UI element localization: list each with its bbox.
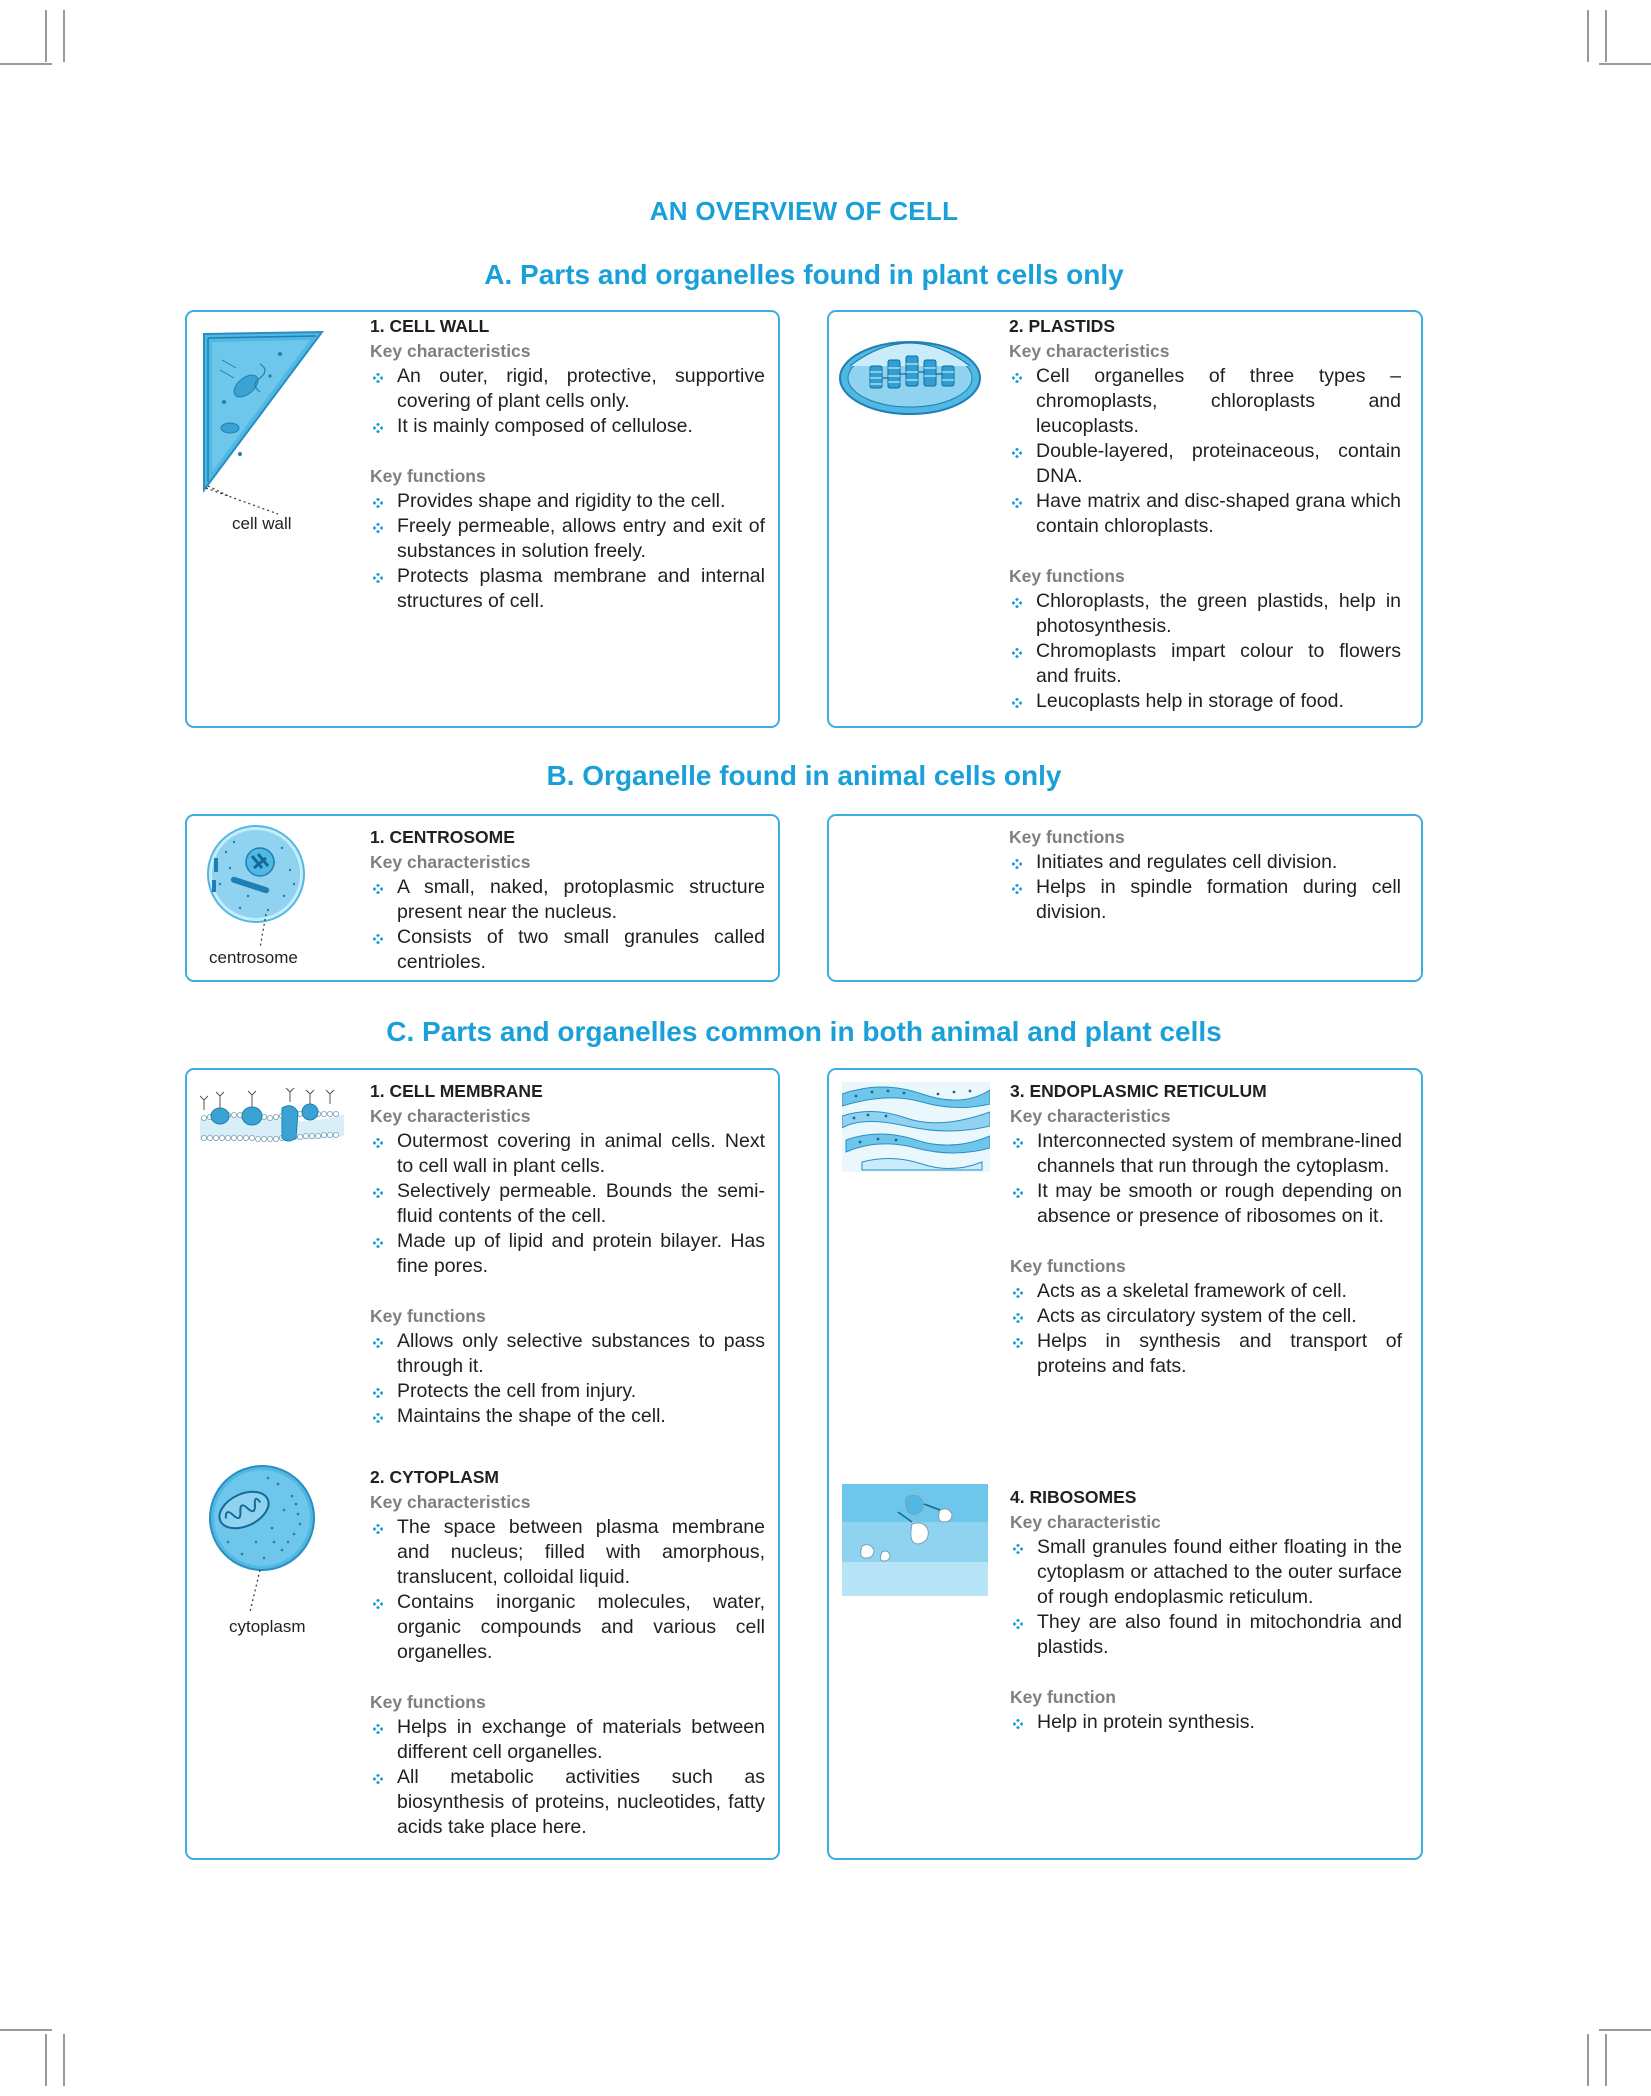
list-item (370, 414, 765, 439)
bullet-icon (373, 573, 383, 583)
list-item (370, 925, 765, 975)
list-item (370, 564, 765, 614)
cytoplasm-caption: cytoplasm (229, 1617, 306, 1636)
list-item-text: Allows only selective substances to pass through it. (397, 1330, 765, 1377)
list-item (370, 1590, 765, 1665)
list-item-text: Freely permeable, allows entry and exit of substances in solution freely. (397, 515, 765, 562)
list-item (370, 1765, 765, 1840)
ribosomes-functions-list (1010, 1710, 1402, 1735)
ribosomes-title: 4. RIBOSOMES (1010, 1487, 1137, 1507)
bullet-icon (373, 1138, 383, 1148)
list-item-text: Cell organelles of three types – chromoplasts, chloroplasts and leucoplasts. (1036, 365, 1401, 437)
plastids-text (1009, 314, 1401, 714)
centrosome-title: 1. CENTROSOME (370, 827, 515, 847)
list-item-text: Leucoplasts help in storage of food. (1036, 690, 1344, 712)
list-item-text: Consists of two small granules called centrioles. (397, 926, 765, 973)
cell-wall-pointer (204, 486, 294, 516)
list-item (1009, 364, 1401, 439)
cytoplasm-text (370, 1465, 765, 1840)
plastids-characteristics-label: Key characteristics (1009, 341, 1170, 361)
crop-mark (1599, 63, 1651, 65)
section-c-title: C. Parts and organelles common in both animal and plant cells (386, 1016, 1222, 1047)
list-item (1009, 850, 1401, 875)
ribosomes-characteristics-label: Key characteristic (1010, 1512, 1161, 1532)
bullet-icon (373, 1413, 383, 1423)
bullet-icon (373, 1724, 383, 1734)
ribosomes-functions-label: Key function (1010, 1687, 1116, 1707)
list-item (1009, 639, 1401, 689)
plastids-functions-label: Key functions (1009, 566, 1125, 586)
list-item-text: Provides shape and rigidity to the cell. (397, 490, 726, 512)
bullet-icon (1013, 1719, 1023, 1729)
list-item (370, 1379, 765, 1404)
bullet-icon (1013, 1288, 1023, 1298)
centrosome-text (370, 825, 765, 975)
er-characteristics-label: Key characteristics (1010, 1106, 1171, 1126)
list-item-text: Interconnected system of membrane-lined channels that run through the cytoplasm. (1037, 1130, 1402, 1177)
bullet-icon (1012, 598, 1022, 608)
crop-mark (63, 2034, 65, 2086)
bullet-icon (373, 1774, 383, 1784)
list-item (1009, 875, 1401, 925)
list-item (370, 1229, 765, 1279)
bullet-icon (1013, 1338, 1023, 1348)
er-functions-label: Key functions (1010, 1256, 1126, 1276)
list-item (1010, 1535, 1402, 1610)
list-item (370, 1515, 765, 1590)
cytoplasm-functions-label: Key functions (370, 1692, 486, 1712)
er-title: 3. ENDOPLASMIC RETICULUM (1010, 1081, 1267, 1101)
plastids-functions-list (1009, 589, 1401, 714)
centrosome-illustration (204, 822, 314, 954)
list-item (370, 489, 765, 514)
list-item (1010, 1129, 1402, 1179)
list-item-text: Helps in synthesis and transport of proteins and fats. (1037, 1330, 1402, 1377)
list-item-text: Help in protein synthesis. (1037, 1711, 1255, 1733)
er-functions-list (1010, 1279, 1402, 1379)
cell-membrane-illustration (198, 1082, 344, 1152)
bullet-icon (1013, 1619, 1023, 1629)
plastids-title: 2. PLASTIDS (1009, 316, 1115, 336)
list-item-text: The space between plasma membrane and nucleus; filled with amorphous, translucent, colloidal liquid. (397, 1516, 765, 1588)
crop-mark (0, 2029, 52, 2031)
cell-wall-text (370, 314, 765, 614)
list-item (370, 364, 765, 414)
cytoplasm-illustration (208, 1464, 318, 1620)
bullet-icon (1012, 884, 1022, 894)
cell-membrane-characteristics-label: Key characteristics (370, 1106, 531, 1126)
centrosome-caption: centrosome (209, 948, 298, 967)
bullet-icon (373, 1388, 383, 1398)
cell-membrane-characteristics-list (370, 1129, 765, 1279)
crop-mark (45, 10, 47, 62)
list-item (1009, 439, 1401, 489)
list-item-text: Small granules found either floating in the cytoplasm or attached to the outer surface of rough endoplasmic reticulum. (1037, 1536, 1402, 1608)
list-item-text: Acts as a skeletal framework of cell. (1037, 1280, 1347, 1302)
cell-wall-functions-list (370, 489, 765, 614)
cytoplasm-functions-list (370, 1715, 765, 1840)
list-item (370, 875, 765, 925)
bullet-icon (373, 1599, 383, 1609)
bullet-icon (373, 423, 383, 433)
cell-wall-title: 1. CELL WALL (370, 316, 490, 336)
list-item (1009, 489, 1401, 539)
ribosomes-text (1010, 1485, 1402, 1735)
list-item-text: They are also found in mitochondria and plastids. (1037, 1611, 1402, 1658)
list-item-text: Double-layered, proteinaceous, contain DNA. (1036, 440, 1401, 487)
bullet-icon (373, 1338, 383, 1348)
list-item-text: Outermost covering in animal cells. Next to cell wall in plant cells. (397, 1130, 765, 1177)
bullet-icon (1012, 859, 1022, 869)
ribosomes-characteristics-list (1010, 1535, 1402, 1660)
plastid-illustration (836, 326, 984, 418)
crop-mark (45, 2034, 47, 2086)
crop-mark (1587, 2034, 1589, 2086)
bullet-icon (1013, 1188, 1023, 1198)
list-item-text: Chloroplasts, the green plastids, help in photosynthesis. (1036, 590, 1401, 637)
list-item-text: Helps in spindle formation during cell division. (1036, 876, 1401, 923)
cytoplasm-characteristics-label: Key characteristics (370, 1492, 531, 1512)
crop-mark (1605, 2034, 1607, 2086)
list-item-text: Acts as circulatory system of the cell. (1037, 1305, 1357, 1327)
centrosome-characteristics-label: Key characteristics (370, 852, 531, 872)
list-item (1010, 1710, 1402, 1735)
list-item (370, 514, 765, 564)
bullet-icon (1012, 373, 1022, 383)
list-item-text: Protects the cell from injury. (397, 1380, 637, 1402)
cytoplasm-title: 2. CYTOPLASM (370, 1467, 500, 1487)
bullet-icon (1012, 498, 1022, 508)
bullet-icon (373, 1238, 383, 1248)
crop-mark (63, 10, 65, 62)
centrosome-functions-text (1009, 825, 1401, 925)
list-item (370, 1404, 765, 1429)
list-item (1010, 1329, 1402, 1379)
list-item-text: Made up of lipid and protein bilayer. Has fine pores. (397, 1230, 765, 1277)
list-item-text: Protects plasma membrane and internal structures of cell. (397, 565, 765, 612)
er-characteristics-list (1010, 1129, 1402, 1229)
er-text (1010, 1079, 1402, 1379)
bullet-icon (1012, 648, 1022, 658)
ribosomes-illustration (842, 1484, 988, 1596)
bullet-icon (373, 884, 383, 894)
bullet-icon (373, 1188, 383, 1198)
cell-wall-characteristics-label: Key characteristics (370, 341, 531, 361)
page-title: AN OVERVIEW OF CELL (649, 196, 959, 226)
list-item-text: Helps in exchange of materials between different cell organelles. (397, 1716, 765, 1763)
cell-wall-illustration (200, 326, 330, 496)
list-item-text: All metabolic activities such as biosynthesis of proteins, nucleotides, fatty acids take place here. (397, 1766, 765, 1838)
plastids-characteristics-list (1009, 364, 1401, 539)
cell-wall-caption: cell wall (232, 514, 292, 533)
list-item (370, 1715, 765, 1765)
section-a-title: A. Parts and organelles found in plant cells only (484, 259, 1124, 290)
list-item (370, 1329, 765, 1379)
list-item-text: Initiates and regulates cell division. (1036, 851, 1338, 873)
bullet-icon (1012, 698, 1022, 708)
list-item-text: Chromoplasts impart colour to flowers and fruits. (1036, 640, 1401, 687)
crop-mark (1605, 10, 1607, 62)
list-item-text: Contains inorganic molecules, water, organic compounds and various cell organelles. (397, 1591, 765, 1663)
section-b-title: B. Organelle found in animal cells only (546, 760, 1062, 791)
cell-membrane-functions-list (370, 1329, 765, 1429)
cell-membrane-functions-label: Key functions (370, 1306, 486, 1326)
list-item (1009, 689, 1401, 714)
list-item (1010, 1179, 1402, 1229)
bullet-icon (1013, 1138, 1023, 1148)
cell-membrane-text (370, 1079, 765, 1429)
bullet-icon (373, 523, 383, 533)
list-item-text: A small, naked, protoplasmic structure present near the nucleus. (397, 876, 765, 923)
crop-mark (1587, 10, 1589, 62)
cell-wall-characteristics-list (370, 364, 765, 439)
bullet-icon (373, 1524, 383, 1534)
bullet-icon (373, 373, 383, 383)
list-item-text: Maintains the shape of the cell. (397, 1405, 666, 1427)
cell-membrane-title: 1. CELL MEMBRANE (370, 1081, 543, 1101)
cell-wall-functions-label: Key functions (370, 466, 486, 486)
crop-mark (1599, 2029, 1651, 2031)
list-item (370, 1179, 765, 1229)
bullet-icon (373, 498, 383, 508)
bullet-icon (1013, 1544, 1023, 1554)
centrosome-functions-list (1009, 850, 1401, 925)
endoplasmic-reticulum-illustration (842, 1082, 990, 1172)
list-item-text: It may be smooth or rough depending on absence or presence of ribosomes on it. (1037, 1180, 1402, 1227)
bullet-icon (1012, 448, 1022, 458)
list-item (1010, 1304, 1402, 1329)
list-item-text: Selectively permeable. Bounds the semi-fluid contents of the cell. (397, 1180, 765, 1227)
crop-mark (0, 63, 52, 65)
bullet-icon (373, 934, 383, 944)
list-item-text: Have matrix and disc-shaped grana which contain chloroplasts. (1036, 490, 1401, 537)
centrosome-characteristics-list (370, 875, 765, 975)
centrosome-functions-label: Key functions (1009, 827, 1125, 847)
cytoplasm-characteristics-list (370, 1515, 765, 1665)
list-item (1010, 1279, 1402, 1304)
bullet-icon (1013, 1313, 1023, 1323)
list-item-text: An outer, rigid, protective, supportive covering of plant cells only. (397, 365, 765, 412)
list-item (1009, 589, 1401, 639)
list-item-text: It is mainly composed of cellulose. (397, 415, 693, 437)
list-item (1010, 1610, 1402, 1660)
list-item (370, 1129, 765, 1179)
